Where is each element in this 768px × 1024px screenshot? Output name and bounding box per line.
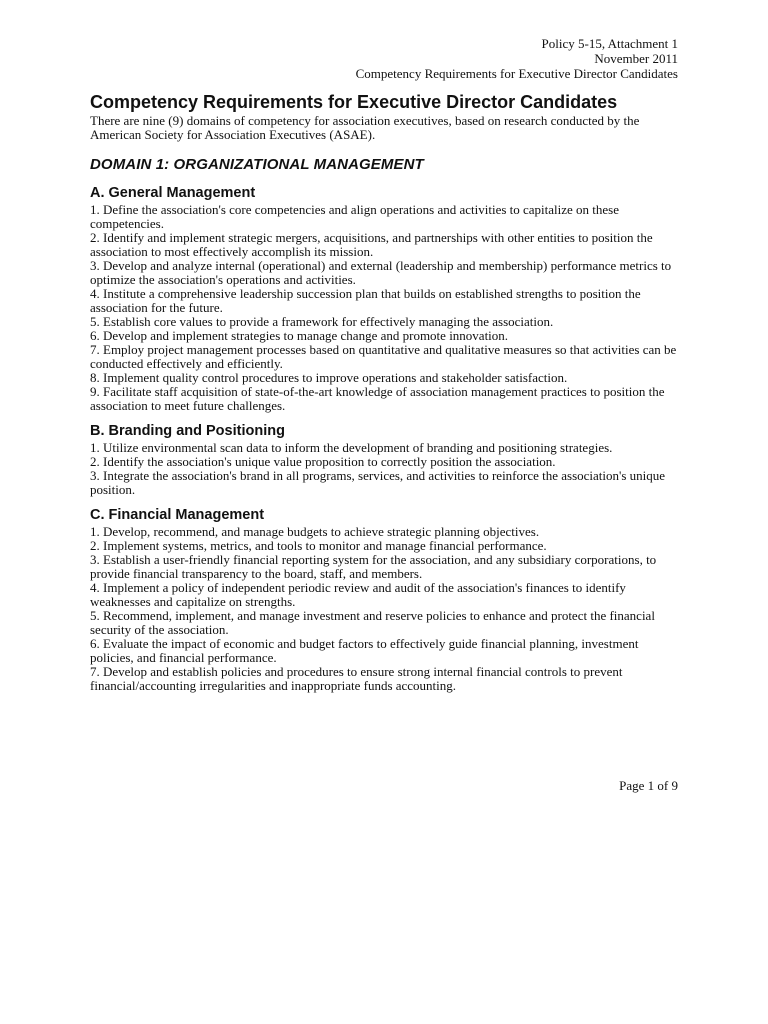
item-list [90,525,680,693]
list-item: 3. Develop and analyze internal (operational) and external (leadership and membership) performance metrics to optimize the association's operations and activities. [90,258,672,288]
list-item: 2. Implement systems, metrics, and tools to monitor and manage financial performance. [90,538,547,554]
list-item: 3. Integrate the association's brand in all programs, services, and activities to reinforce the association's unique position. [90,468,666,498]
document-body [90,92,680,693]
section-general-management [90,185,680,413]
list-item: 7. Employ project management processes based on quantitative and qualitative measures so that activities can be conducted effectively and efficiently. [90,342,677,372]
list-item: 2. Identify and implement strategic mergers, acquisitions, and partnerships with other entities to position the association to most effectively accomplish its mission. [90,230,653,260]
item-list [90,441,680,497]
section-heading: A. General Management [90,185,256,202]
header-date: November 2011 [594,51,678,66]
page-number: Page 1 of 9 [619,778,678,793]
intro-paragraph: There are nine (9) domains of competency for association executives, based on research conducted by the American Society for Association Executives (ASAE). [90,113,640,143]
list-item: 9. Facilitate staff acquisition of state-of-the-art knowledge of association management practices to position the association to meet future challenges. [90,384,665,414]
list-item: 1. Define the association's core competencies and align operations and activities to capitalize on these competencies. [90,202,620,232]
item-list [90,203,680,413]
running-header [356,36,678,81]
section-heading: B. Branding and Positioning [90,423,285,440]
list-item: 8. Implement quality control procedures to improve operations and stakeholder satisfaction. [90,370,568,386]
list-item: 1. Utilize environmental scan data to inform the development of branding and positioning strategies. [90,440,613,456]
list-item: 3. Establish a user-friendly financial reporting system for the association, and any subsidiary corporations, to provide financial transparency to the board, staff, and members. [90,552,657,582]
list-item: 2. Identify the association's unique value proposition to correctly position the association. [90,454,556,470]
page-title: Competency Requirements for Executive Director Candidates [90,92,618,112]
list-item: 4. Institute a comprehensive leadership succession plan that builds on established strengths to position the association for the future. [90,286,641,316]
list-item: 7. Develop and establish policies and procedures to ensure strong internal financial controls to prevent financial/accounting irregularities and inappropriate funds accounting. [90,664,623,694]
section-branding-positioning [90,423,680,497]
list-item: 5. Recommend, implement, and manage investment and reserve policies to enhance and protect the financial security of the association. [90,608,655,638]
section-heading: C. Financial Management [90,507,265,524]
section-financial-management [90,507,680,693]
list-item: 4. Implement a policy of independent periodic review and audit of the association's finances to identify weaknesses and capitalize on strengths. [90,580,626,610]
header-policy: Policy 5-15, Attachment 1 [541,36,678,51]
list-item: 6. Evaluate the impact of economic and budget factors to effectively guide financial planning, investment policies, and financial performance. [90,636,639,666]
list-item: 5. Establish core values to provide a framework for effectively managing the association. [90,314,554,330]
list-item: 6. Develop and implement strategies to manage change and promote innovation. [90,328,509,344]
domain-heading: DOMAIN 1: ORGANIZATIONAL MANAGEMENT [90,156,424,174]
header-doc-title: Competency Requirements for Executive Director Candidates [355,66,678,81]
list-item: 1. Develop, recommend, and manage budgets to achieve strategic planning objectives. [90,524,540,540]
